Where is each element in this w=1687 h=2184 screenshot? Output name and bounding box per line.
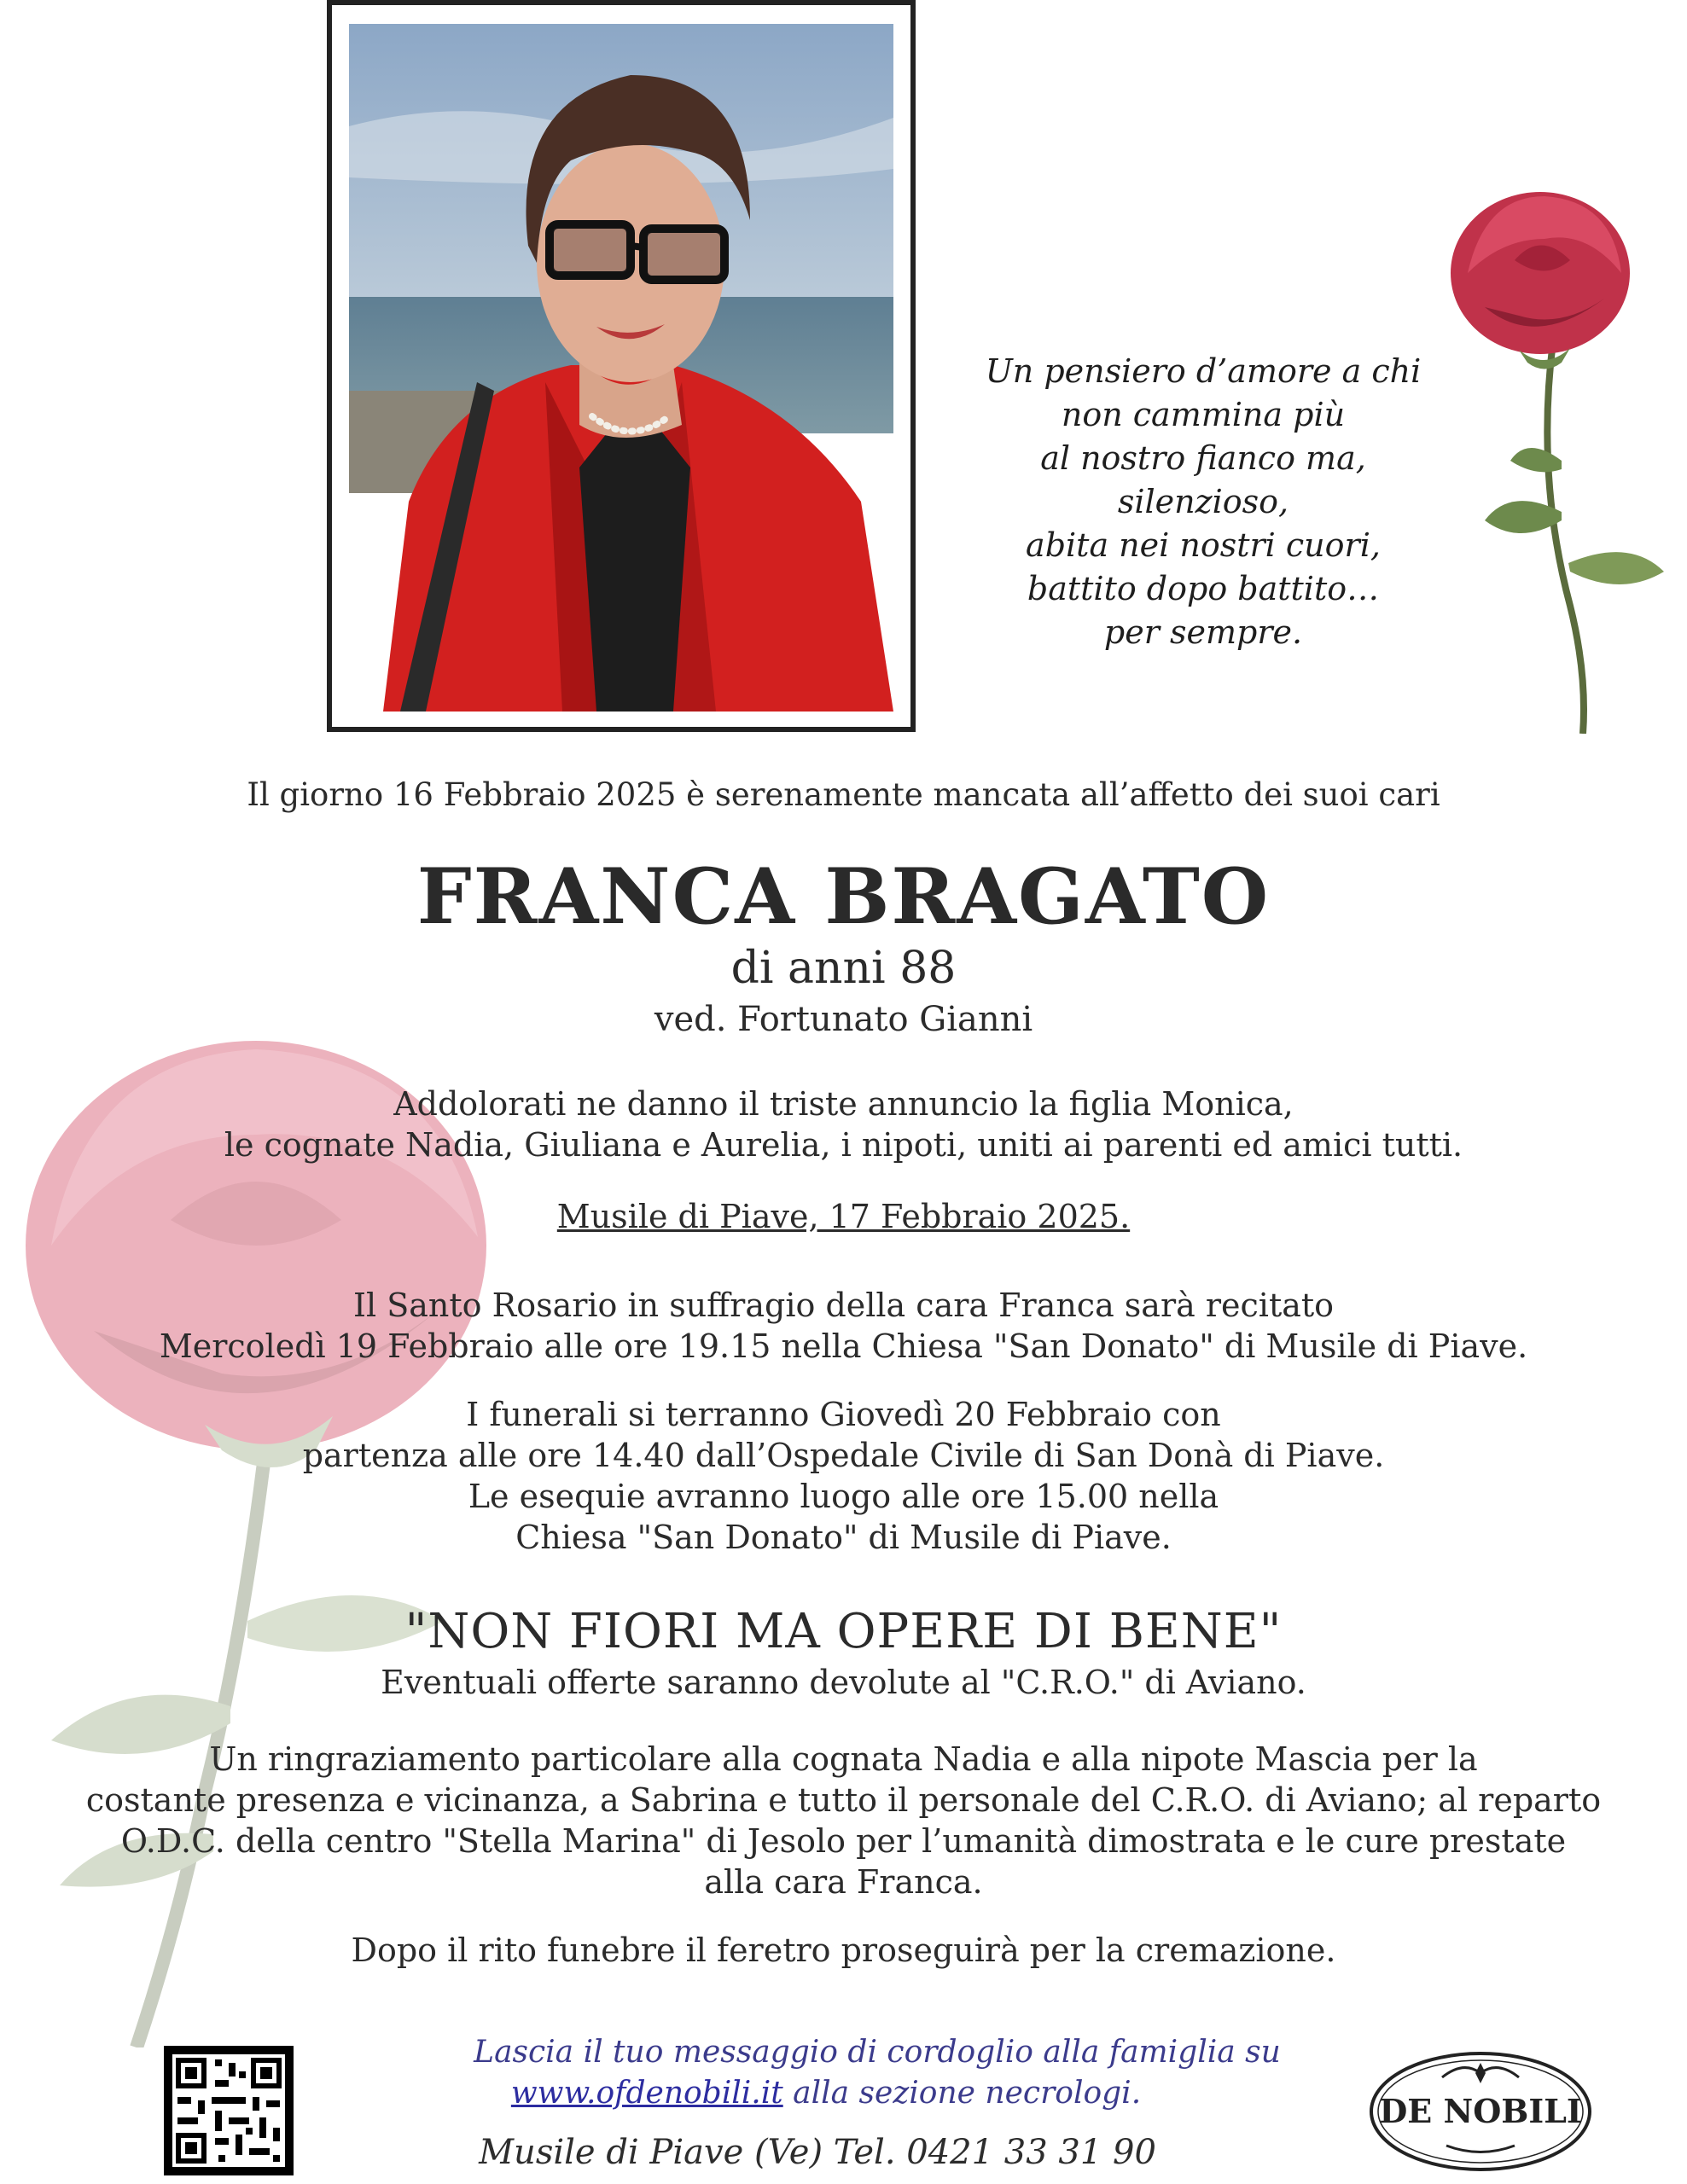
poem-line: Un pensiero d’amore a chi [985, 352, 1422, 390]
announce-line: le cognate Nadia, Giuliana e Aurelia, i nipoti, uniti ai parenti ed amici tutti. [224, 1126, 1463, 1164]
poem-line: battito dopo battito… [1027, 570, 1380, 607]
portrait-photo [349, 24, 893, 712]
condolence-section-text: alla sezione necrologi. [782, 2076, 1142, 2111]
death-announcement-intro: Il giorno 16 Febbraio 2025 è serenamente mancata all’affetto dei suoi cari [247, 776, 1440, 813]
rosary-line: Mercoledì 19 Febbraio alle ore 19.15 nella Chiesa "San Donato" di Musile di Piave. [159, 1327, 1528, 1365]
thanks-line: Un ringraziamento particolare alla cognata Nadia e alla nipote Mascia per la [209, 1740, 1478, 1778]
deceased-age: di anni 88 [730, 943, 957, 994]
portrait-frame [327, 0, 916, 732]
contact-phone: Musile di Piave (Ve) Tel. 0421 33 31 90 [479, 2133, 1156, 2172]
thanks-line: O.D.C. della centro "Stella Marina" di Jesolo per l’umanità dimostrata e le cure prestate [120, 1822, 1567, 1860]
logo-text: DE NOBILI [1379, 2092, 1582, 2130]
no-flowers-heading: "NON FIORI MA OPERE DI BENE" [404, 1604, 1283, 1659]
de-nobili-logo [1361, 2039, 1600, 2175]
widow-of: ved. Fortunato Gianni [654, 1000, 1033, 1039]
cremation-line: Dopo il rito funebre il feretro proseguirà per la cremazione. [351, 1931, 1336, 1969]
funeral-line: I funerali si terranno Giovedì 20 Febbraio con [466, 1396, 1221, 1433]
website-link[interactable]: www.ofdenobili.it [510, 2076, 783, 2111]
poem-line: per sempre. [1103, 613, 1303, 651]
funeral-line: Le esequie avranno luogo alle ore 15.00 nella [468, 1478, 1219, 1515]
qr-code[interactable] [164, 2046, 294, 2175]
funeral-line: Chiesa "San Donato" di Musile di Piave. [515, 1519, 1172, 1556]
offer-line: Eventuali offerte saranno devolute al "C.R.O." di Aviano. [381, 1664, 1306, 1701]
funeral-line: partenza alle ore 14.40 dall’Ospedale Civile di San Donà di Piave. [302, 1437, 1385, 1474]
place-date: Musile di Piave, 17 Febbraio 2025. [556, 1198, 1131, 1235]
condolence-link-line [511, 2076, 1141, 2111]
rosary-line: Il Santo Rosario in suffragio della cara Franca sarà recitato [352, 1287, 1335, 1324]
poem-line: al nostro fianco ma, [1040, 439, 1366, 477]
deceased-name: FRANCA BRAGATO [416, 851, 1271, 942]
poem-line: non cammina più [1061, 396, 1346, 433]
thanks-line: alla cara Franca. [704, 1863, 983, 1901]
memorial-poem [939, 350, 1468, 654]
condolence-message-line: Lascia il tuo messaggio di cordoglio alla famiglia su [474, 2035, 1281, 2070]
poem-line: silenzioso, [1117, 483, 1289, 520]
announce-line: Addolorati ne danno il triste annuncio la figlia Monica, [393, 1085, 1294, 1123]
rose-illustration [1434, 179, 1681, 734]
thanks-line: costante presenza e vicinanza, a Sabrina e tutto il personale del C.R.O. di Aviano; al reparto [85, 1781, 1602, 1819]
poem-line: abita nei nostri cuori, [1026, 526, 1381, 564]
